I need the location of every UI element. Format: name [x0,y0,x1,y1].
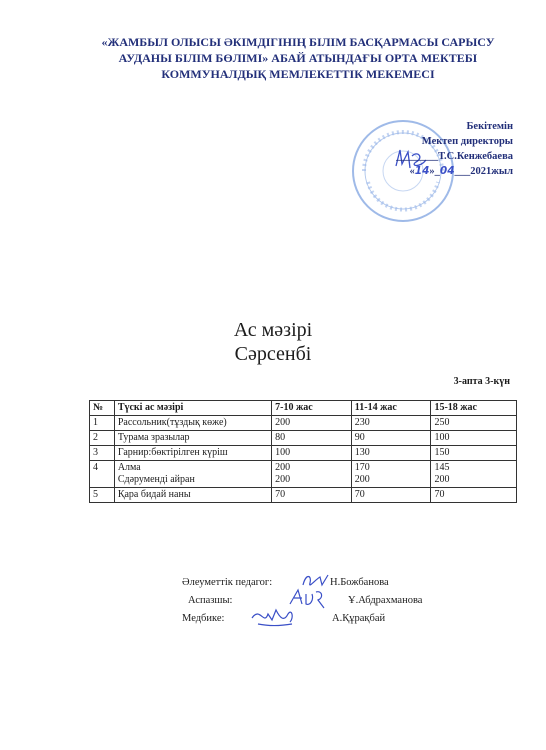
dish-name: Гарнир:бөктірілген күріш [114,446,271,461]
portion-11-14 [351,461,431,488]
table-row [90,461,517,488]
col-age-7-10-header: 7-10 жас [272,401,352,416]
portion-15-18: 150 [431,446,517,461]
dish-name [114,461,271,488]
director-name: Т.С.Кенжебаева [438,151,513,162]
portion-7-10: 100 [272,446,352,461]
date-year: 2021жыл [470,166,513,177]
signature-role: Аспазшы: [188,595,233,606]
col-number-header: № [90,401,115,416]
portion-11-14: 70 [351,488,431,503]
week-day-label: 3-апта 3-күн [453,376,510,387]
signatory-name: Н.Божбанова [330,577,389,588]
portion-15-18 [431,461,517,488]
table-row [90,488,517,503]
header-line-3: КОММУНАЛДЫҚ МЕМЛЕКЕТТІК МЕКЕМЕСІ [161,67,435,81]
dish-name: Қара бидай наны [114,488,271,503]
header-line-2: АУДАНЫ БІЛІМ БӨЛІМІ» АБАЙ АТЫНДАҒЫ ОРТА МЕКТЕБІ [118,51,478,65]
portion-15-18: 250 [431,416,517,431]
signatory-name: А.Құрақбай [332,613,386,624]
portion-line-1: 145 [434,462,450,473]
portion-line-1: 170 [354,462,370,473]
signatory-name: Ұ.Абдрахманова [348,595,423,606]
portion-11-14: 130 [351,446,431,461]
menu-table-header-row [90,401,517,416]
header-line-1: «ЖАМБЫЛ ОЛЫСЫ ӘКІМДІГІНІҢ БІЛІМ БАСҚАРМАСЫ САРЫСУ [101,35,495,49]
signature-role: Әлеуметтік педагог: [182,577,273,588]
row-number: 4 [90,461,115,488]
handwritten-signature [250,604,296,628]
approval-name-line: ________Т.С.Кенжебаева [396,151,513,162]
menu-title [0,318,546,366]
portion-line-2: 200 [354,474,370,485]
date-close-quote: » [429,166,435,177]
portion-11-14: 230 [351,416,431,431]
portion-11-14: 90 [351,431,431,446]
row-number: 5 [90,488,115,503]
col-dish-header: Түскі ас мәзірі [114,401,271,416]
portion-15-18: 70 [431,488,517,503]
portion-line-1: 200 [275,462,291,473]
table-row [90,446,517,461]
row-number: 2 [90,431,115,446]
col-age-15-18-header: 15-18 жас [431,401,517,416]
dish-name-line-2: Сдәруменді айран [117,474,195,485]
dish-name-line-1: Алма [117,462,141,473]
dish-name: Рассольник(тұздық көже) [114,416,271,431]
portion-line-2: 200 [434,474,450,485]
table-row [90,416,517,431]
date-month: 04 [439,165,455,177]
organization-header [78,34,518,82]
menu-table [89,400,517,503]
menu-title-line-1: Ас мәзірі [233,319,313,341]
row-number: 1 [90,416,115,431]
dish-name: Турама зразылар [114,431,271,446]
approval-title: Бекітемін [466,121,513,132]
approval-position: Мектеп директоры [421,136,513,147]
table-row [90,431,517,446]
approval-block [396,119,513,179]
signature-role: Медбике: [182,613,225,624]
approval-date: «14»_04___2021жыл [409,165,513,177]
date-day: 14 [414,165,430,177]
menu-day-name: Сәрсенбі [234,343,312,365]
portion-7-10: 200 [272,416,352,431]
portion-7-10 [272,461,352,488]
date-open-quote: « [409,166,415,177]
portion-7-10: 80 [272,431,352,446]
portion-7-10: 70 [272,488,352,503]
row-number: 3 [90,446,115,461]
portion-15-18: 100 [431,431,517,446]
portion-line-2: 200 [275,474,291,485]
col-age-11-14-header: 11-14 жас [351,401,431,416]
